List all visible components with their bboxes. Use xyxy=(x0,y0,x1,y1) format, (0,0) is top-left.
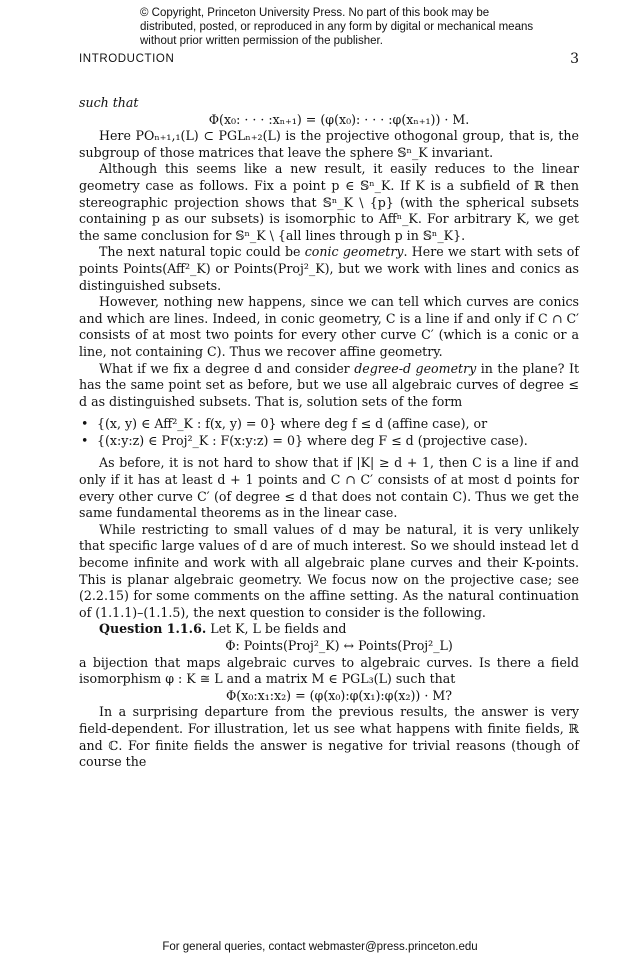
paragraph-8: a bijection that maps algebraic curves to algebraic curves. Is there a field isomorphism φ : K ≅ L and a matrix M ∈ PGL₃(L) such that xyxy=(79,654,579,687)
paragraph-3-start: The next natural topic could be xyxy=(99,244,305,260)
section-title: INTRODUCTION xyxy=(79,53,175,65)
conic-geometry-term: conic geometry xyxy=(304,244,404,260)
paragraph-9: In a surprising departure from the previous results, the answer is very field-dependent. For illustration, let us see what happens with finite fields, ℝ and ℂ. For finite fields the answer is negative for trivial reasons (though of course the xyxy=(79,704,579,770)
body-text xyxy=(79,95,579,771)
running-head xyxy=(79,53,579,65)
bullet-affine: • {(x, y) ∈ Aff²_K : f(x, y) = 0} where deg f ≤ d (affine case), or xyxy=(97,416,579,433)
paragraph-3-end: . Here we start with sets of points Points(Aff²_K) or Points(Proj²_K), but we work with lines and conics as distinguished subsets. xyxy=(79,244,579,293)
question-text: Let K, L be fields and xyxy=(206,621,347,637)
equation-3: Φ(x₀:x₁:x₂) = (φ(x₀):φ(x₁):φ(x₂)) · M? xyxy=(225,687,452,703)
paragraph-5-end: in the plane? It has the same point set as before, but we use all algebraic curves of degree ≤ d as distinguished subsets. That is, solution sets of the form xyxy=(79,360,579,409)
paragraph-5-start: What if we fix a degree d and consider xyxy=(99,360,355,376)
paragraph-1: Here POₙ₊₁,₁(L) ⊂ PGLₙ₊₂(L) is the projective othogonal group, that is, the subgroup of those matrices that leave the sphere 𝕊ⁿ_K invariant. xyxy=(79,128,579,160)
equation-1: Φ(x₀: · · · :xₙ₊₁) = (φ(x₀): · · · :φ(xₙ₊₁)) · M. xyxy=(208,111,470,127)
paragraph-3 xyxy=(79,244,579,294)
question-1-1-6 xyxy=(79,621,579,638)
bullet-projective: • {(x:y:z) ∈ Proj²_K : F(x:y:z) = 0} where deg F ≤ d (projective case). xyxy=(97,433,579,450)
page-number: 3 xyxy=(570,51,579,67)
question-label: Question 1.1.6. xyxy=(99,621,207,637)
paragraph-2: Although this seems like a new result, it easily reduces to the linear geometry case as follows. Fix a point p ∈ 𝕊ⁿ_K. If K is a subfield of ℝ then stereographic projection shows that 𝕊ⁿ_K \ {p} (with the spherical subsets containing p as our subsets) is isomorphic to Affⁿ_K. For arbitrary K, we get the same conclusion for 𝕊ⁿ_K \ {all lines through p in 𝕊ⁿ_K}. xyxy=(79,161,579,243)
paragraph-7: While restricting to small values of d may be natural, it is very unlikely that specific large values of d are of much interest. So we should instead let d become infinite and work with all algebraic plane curves and their K-points. This is planar algebraic geometry. We focus now on the projective case; see (2.2.15) for some comments on the affine setting. As the natural continuation of (1.1.1)–(1.1.5), the next question to consider is the following. xyxy=(79,521,579,620)
degree-d-geometry-term: degree-d geometry xyxy=(354,360,477,376)
lead-text: such that xyxy=(79,95,139,110)
footer-contact: For general queries, contact webmaster@press.princeton.edu xyxy=(162,941,478,953)
bullet-list xyxy=(79,416,579,449)
equation-2: Φ: Points(Proj²_K) ↔ Points(Proj²_L) xyxy=(225,638,453,653)
copyright-notice: © Copyright, Princeton University Press. No part of this book may be distributed, posted, or reproduced in any form by digital or mechanical means without prior written permission of the publisher. xyxy=(140,7,534,47)
paragraph-5 xyxy=(79,361,579,411)
paragraph-4: However, nothing new happens, since we can tell which curves are conics and which are lines. Indeed, in conic geometry, C is a line if and only if C ∩ C′ consists of at most two points for every other curve C′ (which is a conic or a line, not containing C). Thus we recover affine geometry. xyxy=(79,294,579,359)
paragraph-6: As before, it is not hard to show that if |K| ≥ d + 1, then C is a line if and only if it has at least d + 1 points and C ∩ C′ consists of at most d points for every other curve C′ (of degree ≤ d that does not contain C). Thus we get the same fundamental theorems as in the linear case. xyxy=(79,455,579,521)
